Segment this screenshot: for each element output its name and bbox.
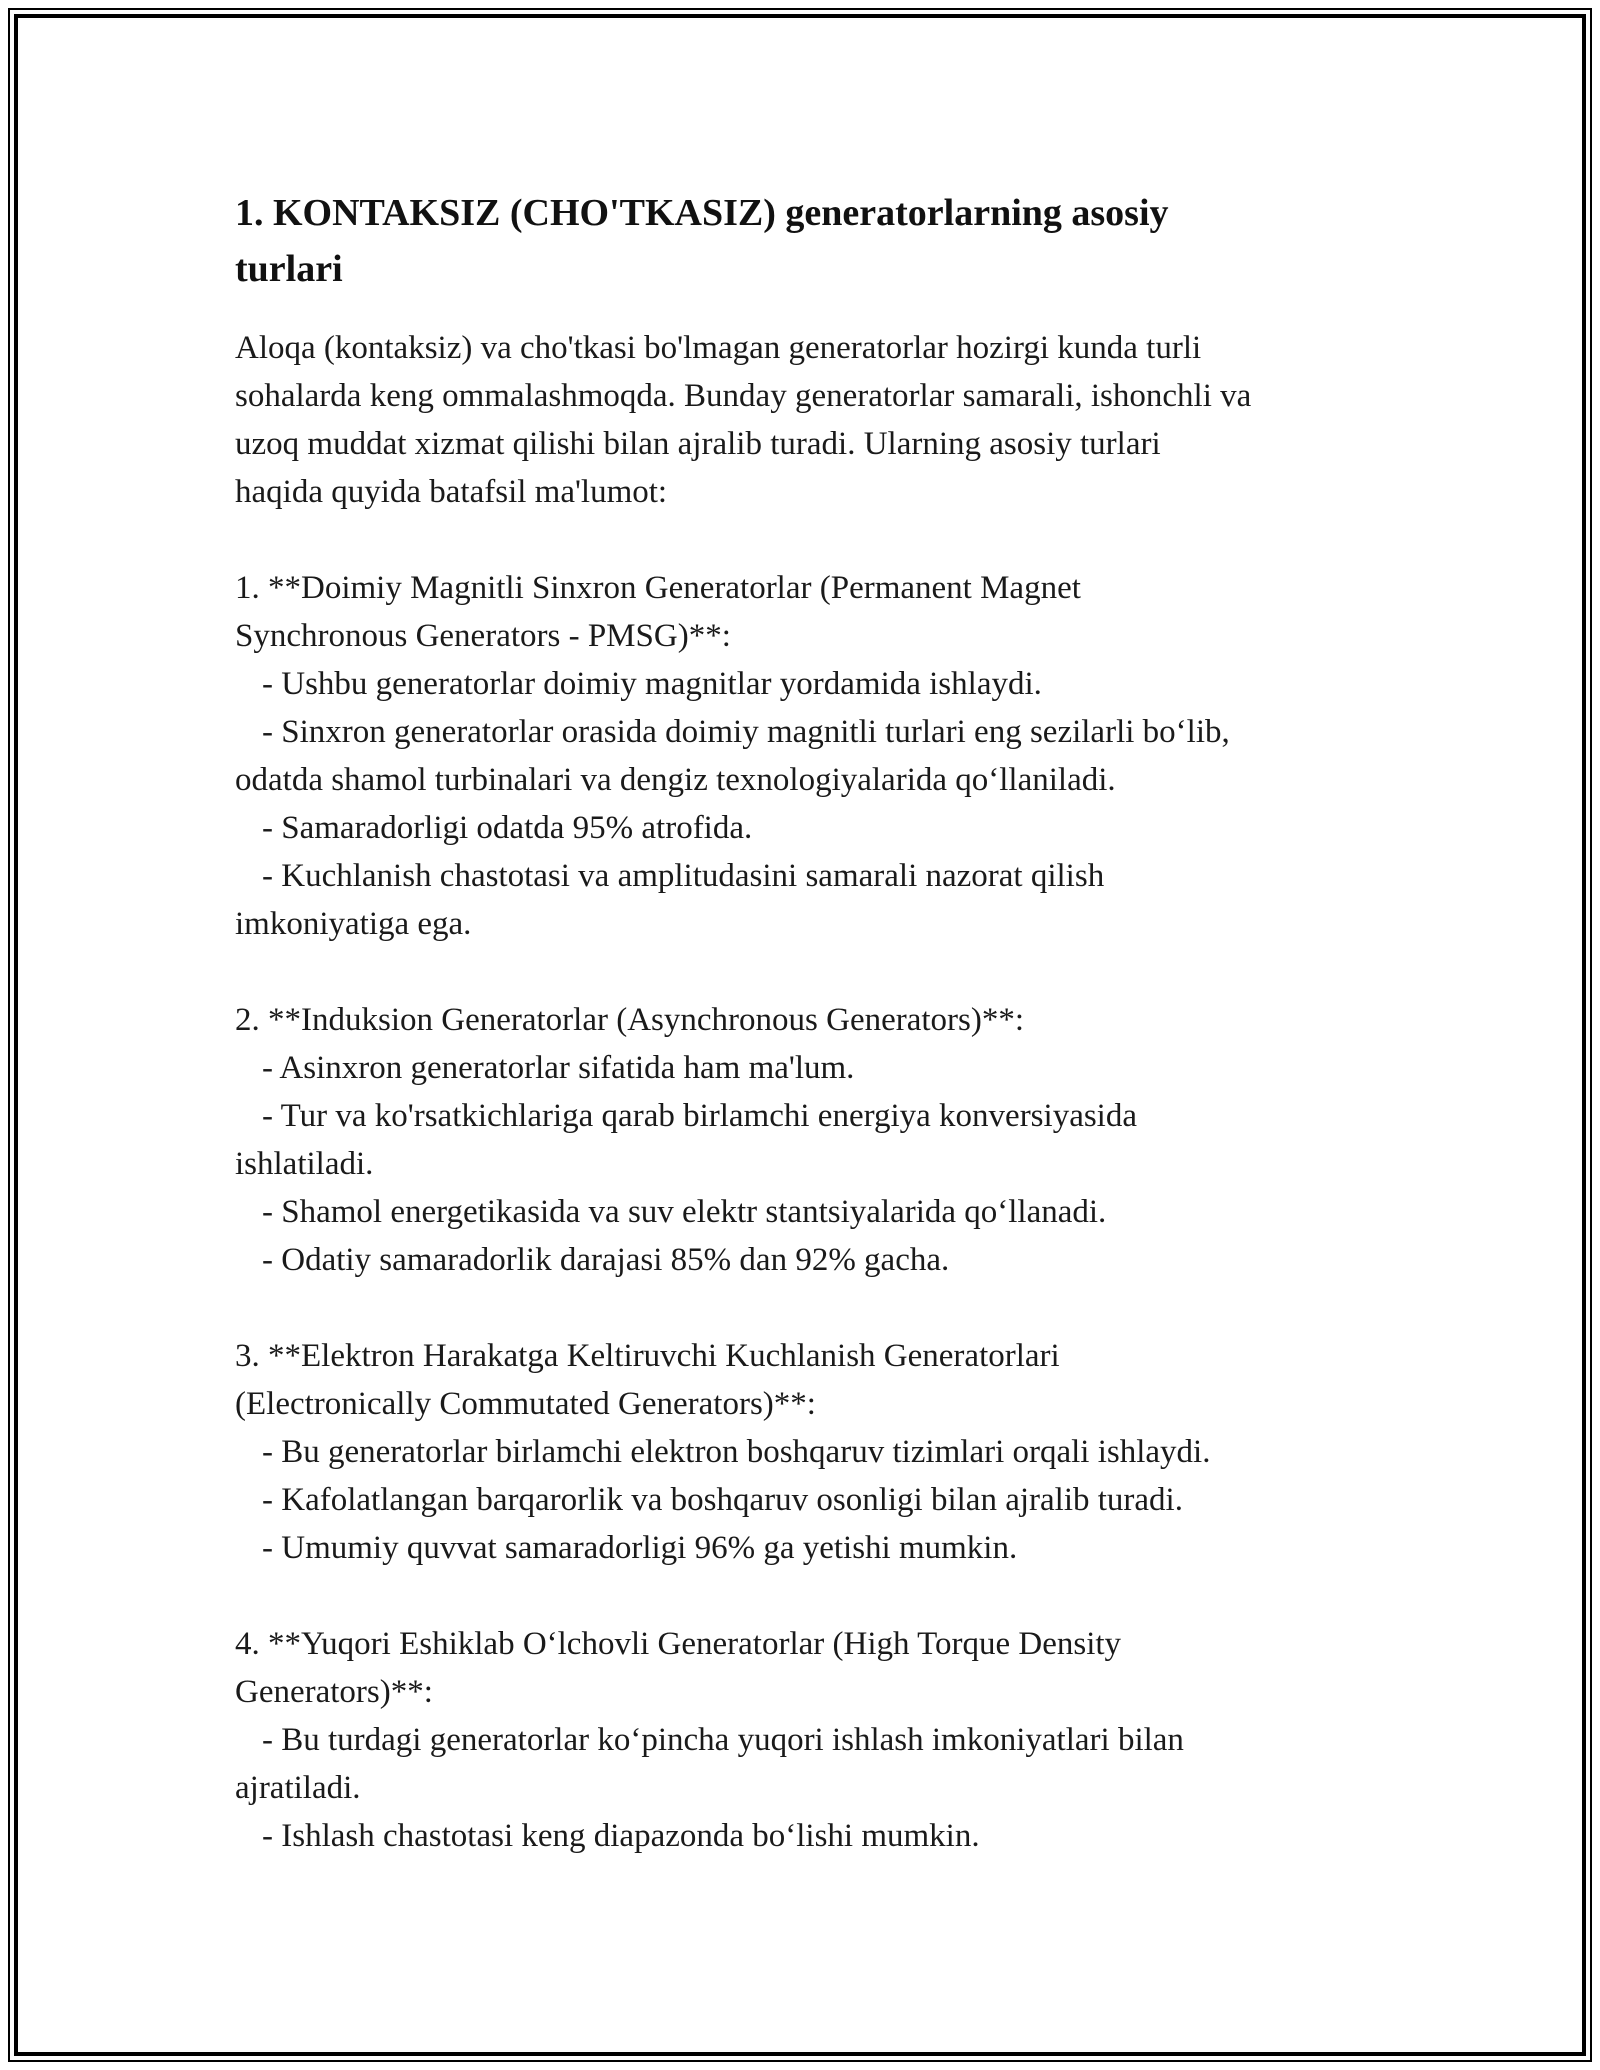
intro-line: haqida quyida batafsil ma'lumot: bbox=[235, 474, 668, 510]
bullet-line: - Shamol energetikasida va suv elektr stantsiyalarida qo‘llanadi. bbox=[262, 1194, 1107, 1230]
section-high-torque bbox=[235, 1620, 1385, 1860]
section-pmsg bbox=[235, 564, 1385, 948]
section-heading-line: Synchronous Generators - PMSG)**: bbox=[235, 618, 731, 654]
bullet-line: - Ushbu generatorlar doimiy magnitlar yordamida ishlaydi. bbox=[262, 666, 1042, 702]
spacer bbox=[235, 1284, 1385, 1332]
title-line: turlari bbox=[235, 248, 343, 290]
spacer bbox=[235, 948, 1385, 996]
bullet-line: - Asinxron generatorlar sifatida ham ma'lum. bbox=[262, 1050, 855, 1086]
bullet-line: - Bu generatorlar birlamchi elektron boshqaruv tizimlari orqali ishlaydi. bbox=[262, 1434, 1211, 1470]
bullet-line: - Kuchlanish chastotasi va amplitudasini samarali nazorat qilish bbox=[262, 858, 1105, 894]
bullet-line: - Ishlash chastotasi keng diapazonda bo‘lishi mumkin. bbox=[262, 1818, 980, 1854]
bullet-line: - Odatiy samaradorlik darajasi 85% dan 92% gacha. bbox=[262, 1242, 950, 1278]
bullet-line: - Tur va ko'rsatkichlariga qarab birlamchi energiya konversiyasida bbox=[262, 1098, 1137, 1134]
intro-line: sohalarda keng ommalashmoqda. Bunday generatorlar samarali, ishonchli va bbox=[235, 378, 1252, 414]
bullet-continuation: ishlatiladi. bbox=[235, 1146, 374, 1182]
bullet-continuation: imkoniyatiga ega. bbox=[235, 906, 472, 942]
title-line: 1. KONTAKSIZ (CHO'TKASIZ) generatorlarning asosiy bbox=[235, 192, 1169, 234]
section-heading-line: 4. **Yuqori Eshiklab O‘lchovli Generatorlar (High Torque Density bbox=[235, 1626, 1122, 1662]
bullet-line: - Kafolatlangan barqarorlik va boshqaruv osonligi bilan ajralib turadi. bbox=[262, 1482, 1183, 1518]
bullet-line: - Samaradorligi odatda 95% atrofida. bbox=[262, 810, 753, 846]
section-heading-line: 3. **Elektron Harakatga Keltiruvchi Kuchlanish Generatorlari bbox=[235, 1338, 1060, 1374]
section-electronic bbox=[235, 1332, 1385, 1572]
bullet-line: - Bu turdagi generatorlar ko‘pincha yuqori ishlash imkoniyatlari bilan bbox=[262, 1722, 1184, 1758]
spacer bbox=[235, 1572, 1385, 1620]
section-heading-line: 1. **Doimiy Magnitli Sinxron Generatorlar (Permanent Magnet bbox=[235, 570, 1081, 606]
section-heading-line: (Electronically Commutated Generators)**: bbox=[235, 1386, 816, 1422]
section-heading-line: Generators)**: bbox=[235, 1674, 433, 1710]
section-induction bbox=[235, 996, 1385, 1284]
bullet-continuation: ajratiladi. bbox=[235, 1770, 361, 1806]
intro-line: uzoq muddat xizmat qilishi bilan ajralib turadi. Ularning asosiy turlari bbox=[235, 426, 1161, 462]
intro-paragraph bbox=[235, 324, 1385, 516]
spacer bbox=[235, 516, 1385, 564]
intro-line: Aloqa (kontaksiz) va cho'tkasi bo'lmagan generatorlar hozirgi kunda turli bbox=[235, 330, 1202, 366]
document-title bbox=[235, 185, 1385, 297]
bullet-line: - Umumiy quvvat samaradorligi 96% ga yetishi mumkin. bbox=[262, 1530, 1018, 1566]
bullet-continuation: odatda shamol turbinalari va dengiz texnologiyalarida qo‘llaniladi. bbox=[235, 762, 1116, 798]
bullet-line: - Sinxron generatorlar orasida doimiy magnitli turlari eng sezilarli bo‘lib, bbox=[262, 714, 1230, 750]
document-body bbox=[235, 185, 1385, 1860]
section-heading-line: 2. **Induksion Generatorlar (Asynchronous Generators)**: bbox=[235, 1002, 1025, 1038]
